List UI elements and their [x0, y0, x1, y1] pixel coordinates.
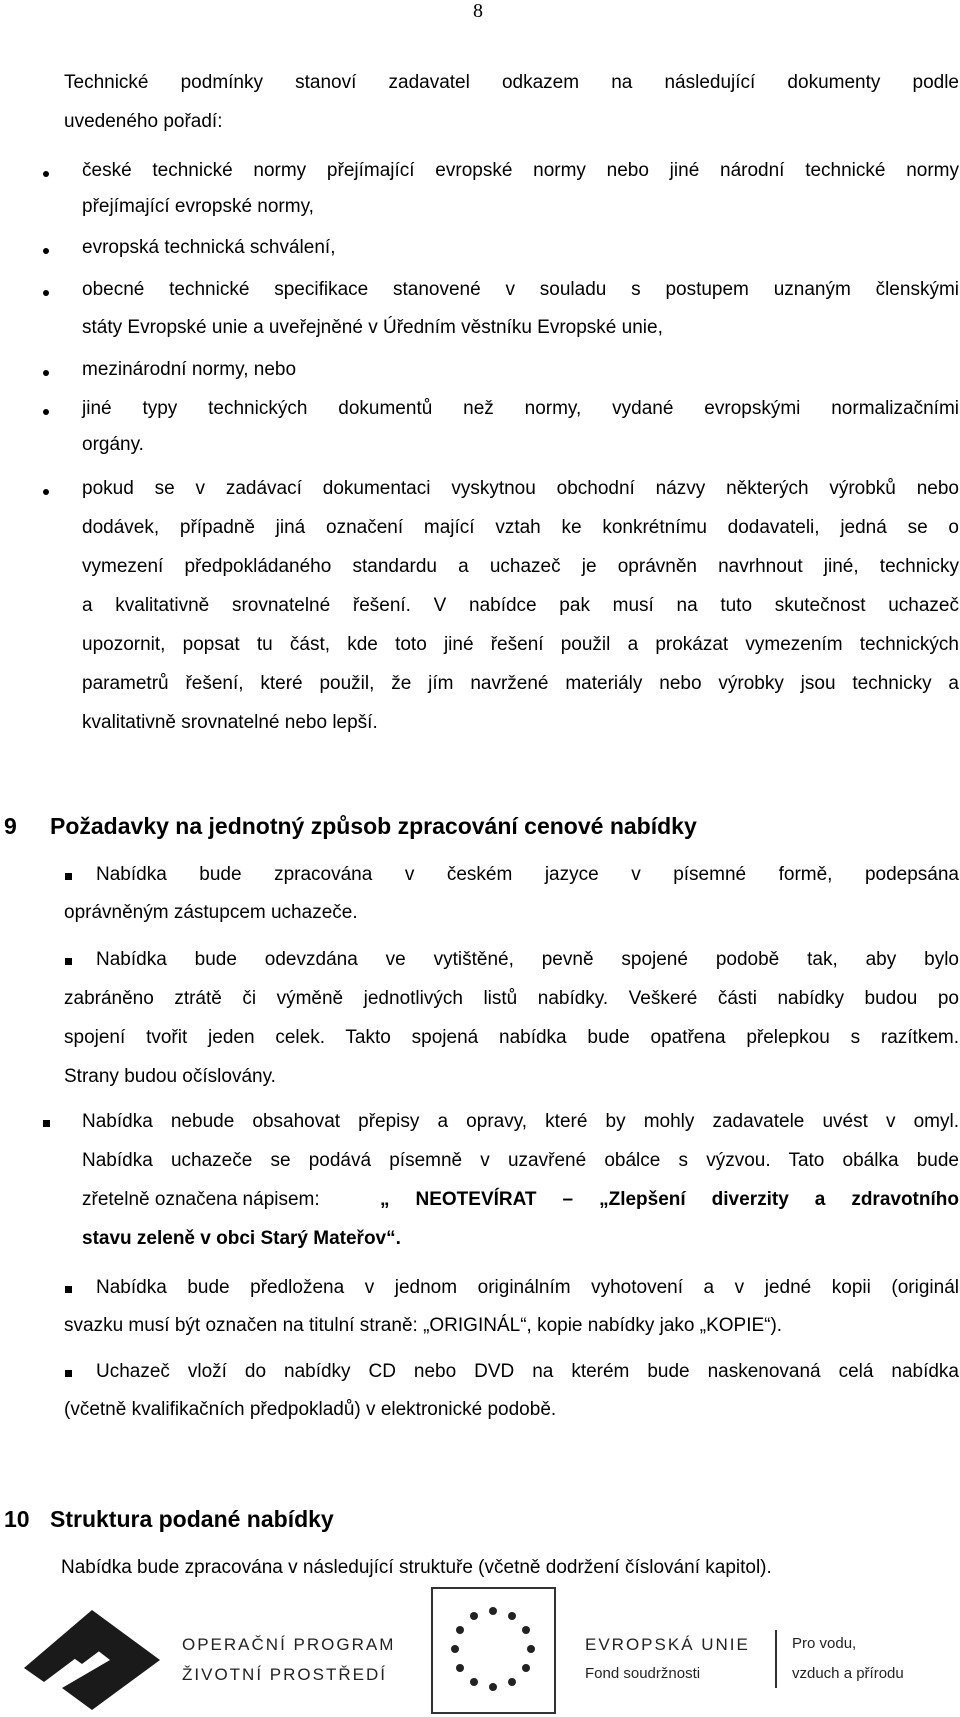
s9-marking-prefix: zřetelně označena nápisem:	[82, 1189, 320, 1210]
s9-marking-bold-1: „ NEOTEVÍRAT – „Zlepšení diverzity a zdravotního	[380, 1189, 959, 1210]
s9-item-2-line-2: zabráněno ztrátě či výměně jednotlivých listů nabídky. Veškeré části nabídky budou po	[64, 988, 959, 1009]
square-bullet	[65, 1286, 72, 1293]
bullet-1-line-1: české technické normy přejímající evropské normy nebo jiné národní technické normy	[82, 160, 959, 181]
square-bullet	[65, 873, 72, 880]
s9-item-5-line-2: (včetně kvalifikačních předpokladů) v elektronické podobě.	[64, 1399, 557, 1420]
s9-item-2-line-3: spojení tvořit jeden celek. Takto spojená nabídka bude opatřena přelepkou s razítkem.	[64, 1027, 959, 1048]
slogan-line-1: Pro vodu,	[792, 1635, 857, 1652]
s9-item-4-line-2: svazku musí být označen na titulní straně: „ORIGINÁL“, kopie nabídky jako „KOPIE“).	[64, 1315, 783, 1336]
bullet-dot	[43, 290, 49, 296]
s9-item-2-line-1: Nabídka bude odevzdána ve vytištěné, pevně spojené podobě tak, aby bylo	[96, 949, 959, 970]
bullet-1-line-2: přejímající evropské normy,	[82, 196, 314, 217]
bullet-dot	[43, 489, 49, 495]
op-line-2: ŽIVOTNÍ PROSTŘEDÍ	[182, 1665, 387, 1684]
section-10-title: Struktura podané nabídky	[50, 1506, 334, 1532]
bullet-dot	[43, 409, 49, 415]
s9-item-1-line-1: Nabídka bude zpracována v českém jazyce v písemné formě, podepsána	[96, 864, 959, 885]
bullet-6-line-2: dodávek, případně jiná označení mající vztah ke konkrétnímu dodavateli, jedná se o	[82, 517, 959, 538]
bullet-2-line-1: evropská technická schválení,	[82, 237, 336, 258]
s9-marking-bold-2: stavu zeleně v obci Starý Mateřov“.	[82, 1228, 401, 1249]
section-10-text: Nabídka bude zpracována v následující struktuře (včetně dodržení číslování kapitol).	[61, 1557, 772, 1578]
intro-line-2: uvedeného pořadí:	[64, 111, 223, 132]
bullet-3-line-1: obecné technické specifikace stanovené v souladu s postupem uznaným členskými	[82, 279, 959, 300]
square-bullet	[65, 1370, 72, 1377]
op-line-1: OPERAČNÍ PROGRAM	[182, 1635, 396, 1654]
bullet-6-line-1: pokud se v zadávací dokumentaci vyskytnou obchodní názvy některých výrobků nebo	[82, 478, 959, 499]
square-bullet	[65, 958, 72, 965]
intro-line-1: Technické podmínky stanoví zadavatel odkazem na následující dokumenty podle	[64, 72, 959, 93]
s9-item-5-line-1: Uchazeč vloží do nabídky CD nebo DVD na kterém bude naskenovaná celá nabídka	[96, 1361, 959, 1382]
bullet-dot	[43, 370, 49, 376]
bullet-6-line-7: kvalitativně srovnatelné nebo lepší.	[82, 712, 378, 733]
eu-line-1: EVROPSKÁ UNIE	[585, 1635, 750, 1654]
bullet-dot	[43, 248, 49, 254]
slogan-line-2: vzduch a přírodu	[792, 1665, 904, 1682]
bullet-6-line-4: a kvalitativně srovnatelné řešení. V nabídce pak musí na tuto skutečnost uchazeč	[82, 595, 959, 616]
s9-item-3-line-2: Nabídka uchazeče se podává písemně v uzavřené obálce s výzvou. Tato obálka bude	[82, 1150, 959, 1171]
bullet-5-line-2: orgány.	[82, 434, 144, 455]
section-9-number: 9	[4, 813, 17, 839]
bullet-6-line-6: parametrů řešení, které použil, že jím navržené materiály nebo výrobky jsou technicky a	[82, 673, 959, 694]
s9-item-3-line-1: Nabídka nebude obsahovat přepisy a opravy, které by mohly zadavatele uvést v omyl.	[82, 1111, 959, 1132]
op-zp-logo-icon	[22, 1608, 162, 1712]
s9-item-4-line-1: Nabídka bude předložena v jednom originálním vyhotovení a v jedné kopii (originál	[96, 1277, 959, 1298]
bullet-3-line-2: státy Evropské unie a uveřejněné v Úředním věstníku Evropské unie,	[82, 317, 663, 338]
bullet-4-line-1: mezinárodní normy, nebo	[82, 359, 297, 380]
bullet-5-line-1: jiné typy technických dokumentů než normy, vydané evropskými normalizačními	[82, 398, 959, 419]
eu-line-2: Fond soudržnosti	[585, 1665, 701, 1682]
section-9-title: Požadavky na jednotný způsob zpracování cenové nabídky	[50, 813, 697, 839]
bullet-6-line-5: upozornit, popsat tu část, kde toto jiné řešení použil a prokázat vymezením technických	[82, 634, 959, 655]
bullet-dot	[43, 171, 49, 177]
section-10-number: 10	[4, 1506, 30, 1532]
s9-item-1-line-2: oprávněným zástupcem uchazeče.	[64, 902, 358, 923]
s9-item-2-line-4: Strany budou očíslovány.	[64, 1066, 276, 1087]
eu-flag-icon	[431, 1587, 556, 1714]
footer-divider	[775, 1630, 777, 1688]
page-number: 8	[473, 0, 483, 22]
square-bullet	[43, 1120, 50, 1127]
bullet-6-line-3: vymezení předpokládaného standardu a uchazeč je oprávněn navrhnout jiné, technicky	[82, 556, 959, 577]
